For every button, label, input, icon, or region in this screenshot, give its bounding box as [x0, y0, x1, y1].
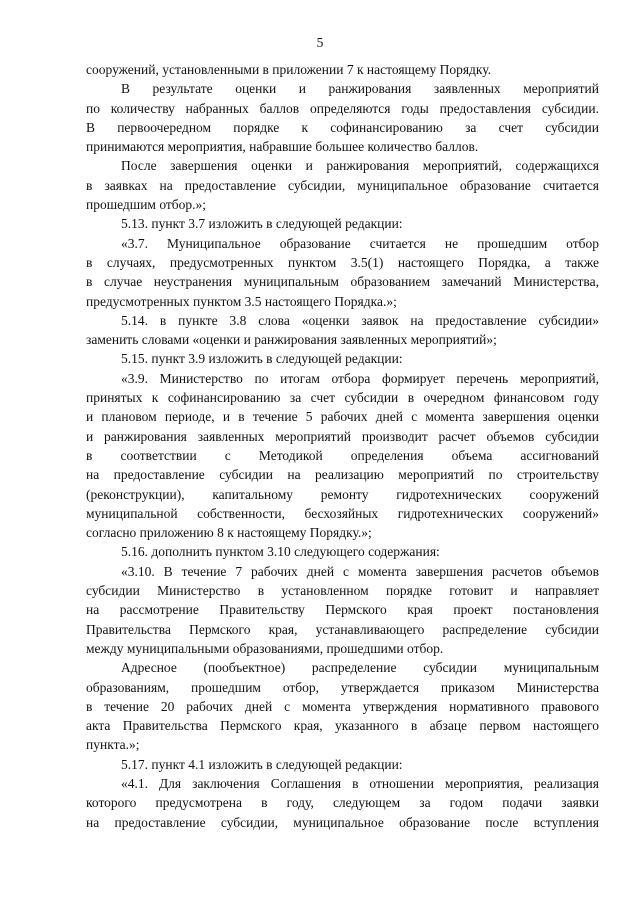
text-line: в заявках на предоставление субсидии, муниципальное образование считается	[86, 177, 599, 193]
document-body	[86, 60, 599, 832]
text-line: образованиям, прошедшим отбор, утверждается приказом Министерства	[86, 679, 599, 695]
text-line: согласно приложению 8 к настоящему Порядку.»;	[86, 525, 372, 541]
text-line: 5.16. дополнить пунктом 3.10 следующего содержания:	[121, 544, 440, 560]
text-line: В результате оценки и ранжирования заявленных мероприятий	[121, 81, 599, 97]
page-number: 5	[316, 35, 324, 50]
text-line: В первоочередном порядке к софинансированию за счет субсидии	[86, 119, 599, 135]
text-line: и плановом периоде, и в течение 5 рабочих дней с момента завершения оценки	[86, 409, 599, 425]
text-line: «3.10. В течение 7 рабочих дней с момента завершения расчетов объемов	[121, 563, 599, 579]
text-line: «3.9. Министерство по итогам отбора формирует перечень мероприятий,	[121, 370, 599, 386]
text-line: принимаются мероприятия, набравшие большее количество баллов.	[86, 139, 479, 155]
text-line: Адресное (пообъектное) распределение субсидии муниципальным	[121, 660, 599, 676]
text-line: пункта.»;	[86, 737, 140, 753]
text-line: в течение 20 рабочих дней с момента утверждения нормативного правового	[86, 698, 599, 714]
text-line: 5.15. пункт 3.9 изложить в следующей редакции:	[121, 351, 403, 367]
text-line: «3.7. Муниципальное образование считается не прошедшим отбор	[121, 235, 599, 251]
text-line: на предоставление субсидии, муниципальное образование после вступления	[86, 814, 599, 830]
text-line: субсидии Министерство в установленном порядке готовит и направляет	[86, 583, 599, 599]
text-line: 5.13. пункт 3.7 изложить в следующей редакции:	[121, 216, 403, 232]
text-line: в случае неустранения муниципальным образованием замечаний Министерства,	[86, 274, 599, 290]
text-line: по количеству набранных баллов определяются годы предоставления субсидии.	[86, 100, 599, 116]
text-line: заменить словами «оценки и ранжирования заявленных мероприятий»;	[86, 332, 497, 348]
text-line: 5.14. в пункте 3.8 слова «оценки заявок на предоставление субсидии»	[121, 312, 599, 328]
text-line: муниципальной собственности, бесхозяйных гидротехнических сооружений»	[86, 505, 599, 521]
text-line: акта Правительства Пермского края, указанного в абзаце первом настоящего	[86, 718, 599, 734]
text-line: «4.1. Для заключения Соглашения в отношении мероприятия, реализация	[121, 775, 599, 791]
text-line: и ранжирования заявленных мероприятий производит расчет объемов субсидии	[86, 428, 599, 444]
text-line: которого предусмотрена в году, следующем за годом подачи заявки	[86, 795, 599, 811]
text-line: принятых к софинансированию за счет субсидии в очередном финансовом году	[86, 390, 599, 406]
text-line: сооружений, установленными в приложении 7 к настоящему Порядку.	[86, 62, 492, 77]
text-line: После завершения оценки и ранжирования мероприятий, содержащихся	[121, 158, 599, 174]
text-line: в соответствии с Методикой определения объема ассигнований	[86, 447, 599, 463]
text-line: в случаях, предусмотренных пунктом 3.5(1) настоящего Порядка, а также	[86, 254, 599, 270]
text-line: между муниципальными образованиями, прошедшими отбор.	[86, 640, 444, 656]
text-line: на предоставление субсидии на реализацию мероприятий по строительству	[86, 467, 599, 483]
text-line: 5.17. пункт 4.1 изложить в следующей редакции:	[121, 756, 403, 772]
text-line: Правительства Пермского края, устанавливающего распределение субсидии	[86, 621, 599, 637]
text-line: (реконструкции), капитальному ремонту гидротехнических сооружений	[86, 486, 599, 502]
text-line: прошедшим отбор.»;	[86, 197, 207, 213]
text-line: на рассмотрение Правительству Пермского края проект постановления	[86, 602, 599, 618]
text-line: предусмотренных пунктом 3.5 настоящего Порядка.»;	[86, 293, 397, 309]
